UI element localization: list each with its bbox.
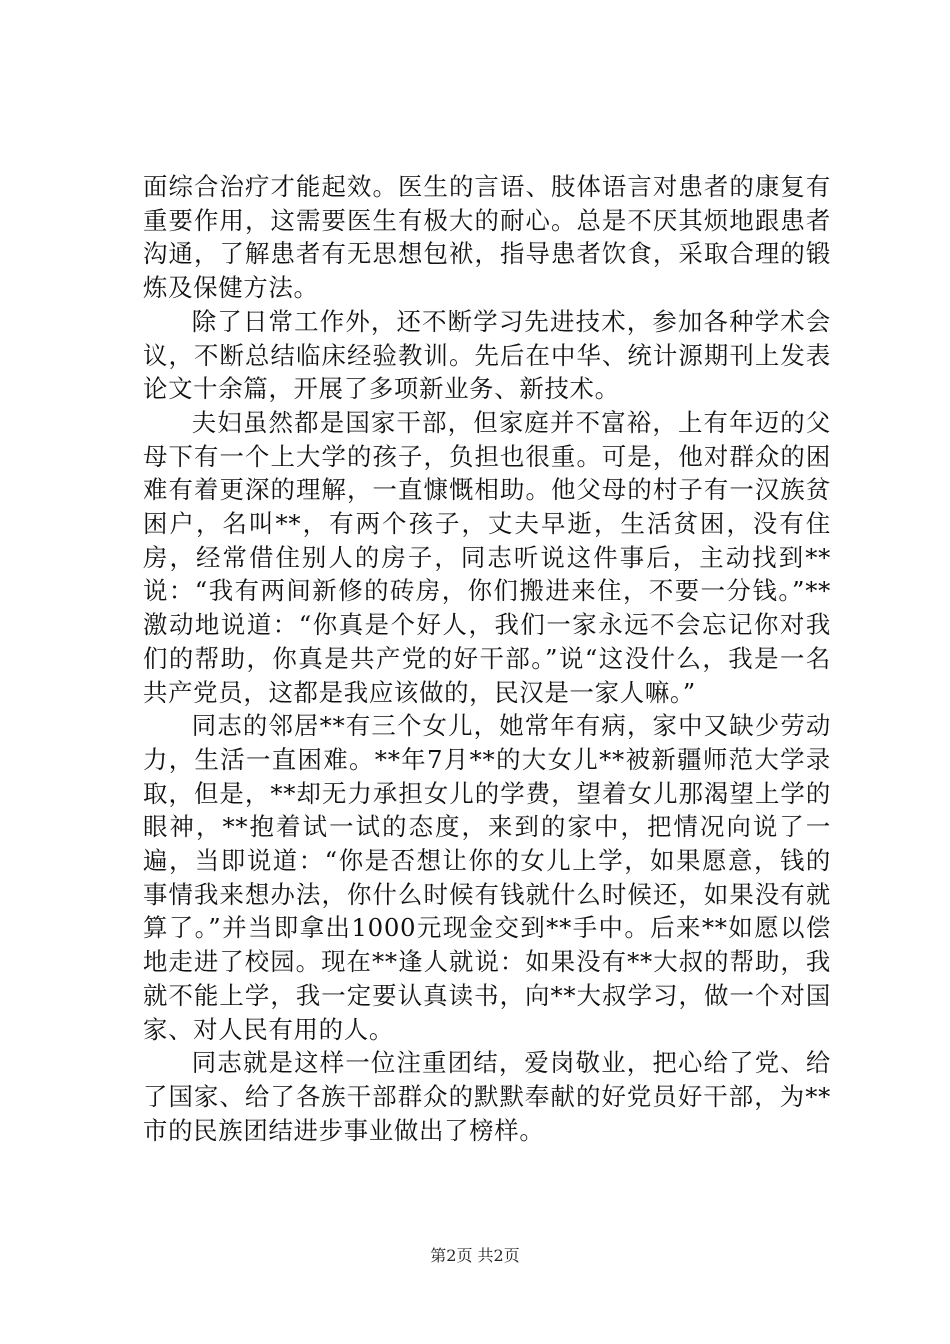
- page-number-footer: 第2页 共2页: [430, 1246, 520, 1265]
- paragraph-4: 同志的邻居**有三个女儿，她常年有病，家中又缺少劳动力，生活一直困难。**年7月**的大女儿**被新疆师范大学录取，但是，**却无力承担女儿的学费，望着女儿那渴望上学的眼神，**抱着试一试的态度，来到的家中，把情况向说了一遍，当即说道：“你是否想让你的女儿上学，如果愿意，钱的事情我来想办法，你什么时候有钱就什么时候还，如果没有就算了。”并当即拿出1000元现金交到**手中。后来**如愿以偿地走进了校园。现在**逢人就说：如果没有**大叔的帮助，我就不能上学，我一定要认真读书，向**大叔学习，做一个对国家、对人民有用的人。: [143, 711, 831, 1044]
- paragraph-3: 夫妇虽然都是国家干部，但家庭并不富裕，上有年迈的父母下有一个上大学的孩子，负担也很重。可是，他对群众的困难有着更深的理解，一直慷慨相助。他父母的村子有一汉族贫困户，名叫**，有两个孩子，丈夫早逝，生活贫困，没有住房，经常借住别人的房子，同志听说这件事后，主动找到**说：“我有两间新修的砖房，你们搬进来住，不要一分钱。”**激动地说道：“你真是个好人，我们一家永远不会忘记你对我们的帮助，你真是共产党的好干部。”说“这没什么，我是一名共产党员，这都是我应该做的，民汉是一家人嘛。”: [143, 407, 831, 707]
- paragraph-5: 同志就是这样一位注重团结，爱岗敬业，把心给了党、给了国家、给了各族干部群众的默默奉献的好党员好干部，为**市的民族团结进步事业做出了榜样。: [143, 1048, 831, 1145]
- paragraph-1: 面综合治疗才能起效。医生的言语、肢体语言对患者的康复有重要作用，这需要医生有极大的耐心。总是不厌其烦地跟患者沟通，了解患者有无思想包袱，指导患者饮食，采取合理的锻炼及保健方法。: [143, 172, 831, 303]
- document-body: [143, 170, 831, 1147]
- paragraph-2: 除了日常工作外，还不断学习先进技术，参加各种学术会议，不断总结临床经验教训。先后在中华、统计源期刊上发表论文十余篇，开展了多项新业务、新技术。: [143, 306, 831, 404]
